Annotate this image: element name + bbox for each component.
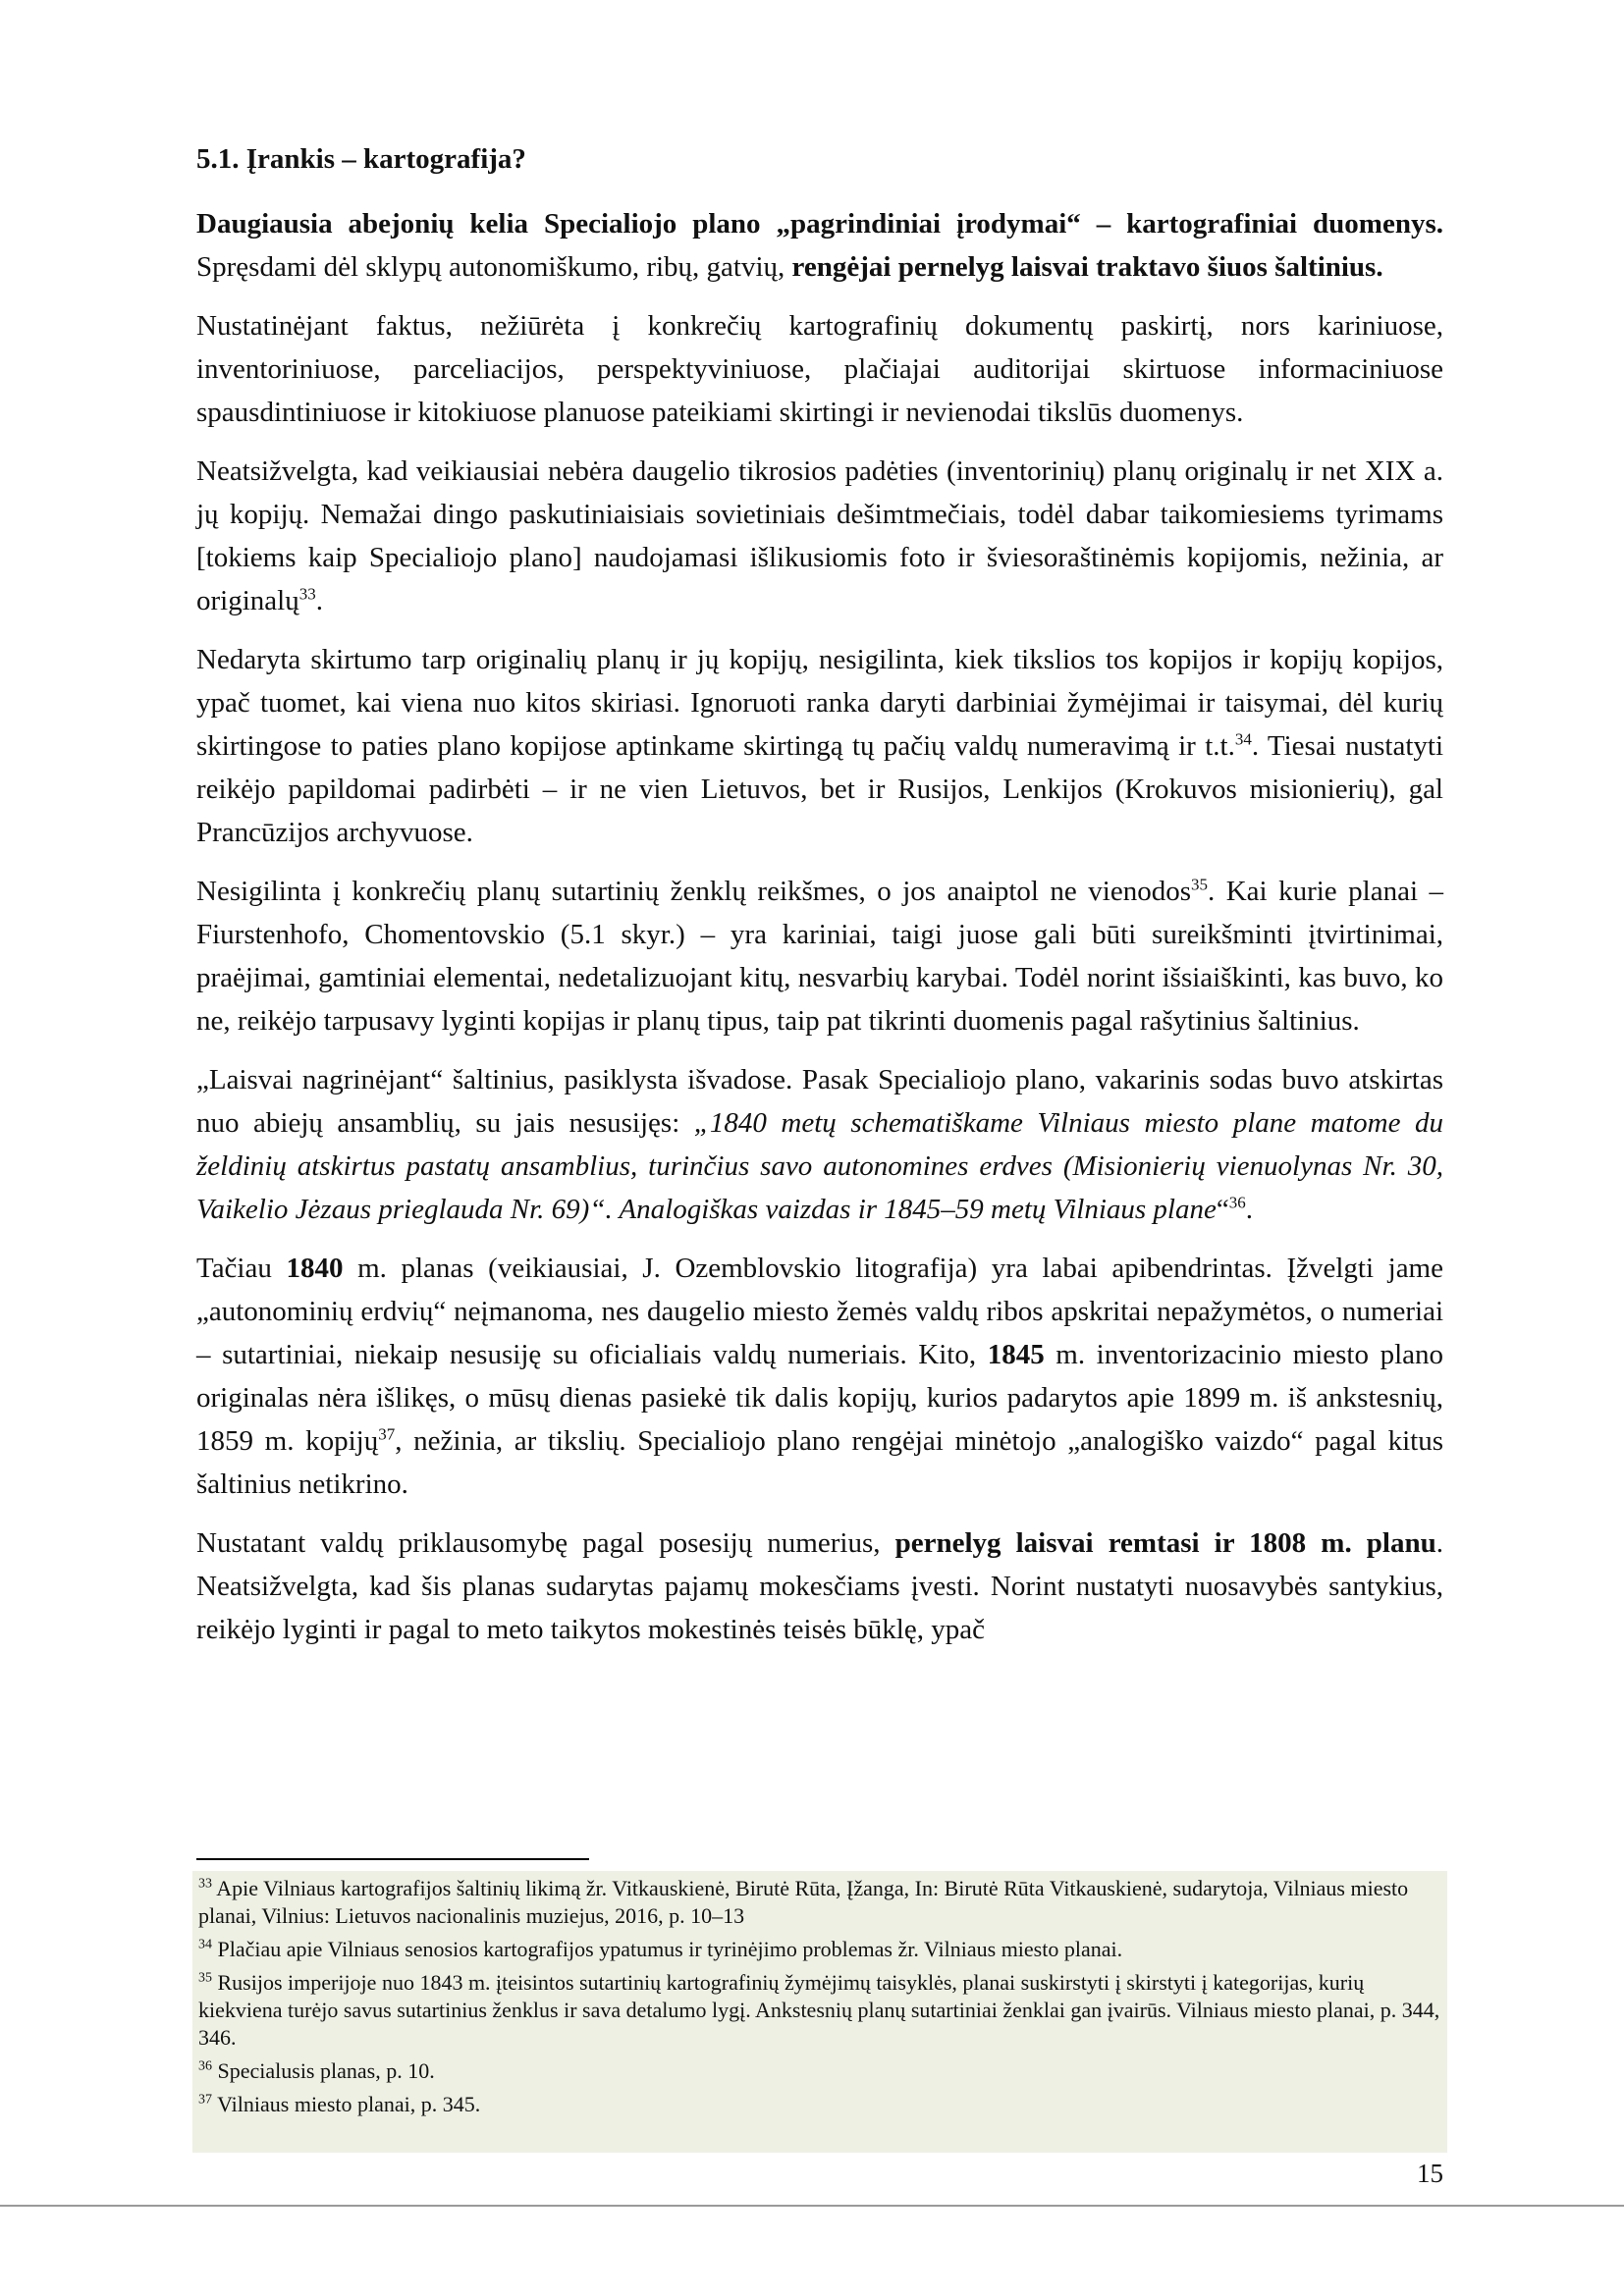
- bold-text: 1840: [286, 1253, 344, 1284]
- footnote-ref[interactable]: 36: [1228, 1193, 1246, 1212]
- footnote-ref[interactable]: 33: [298, 584, 316, 604]
- footnote-ref[interactable]: 34: [1234, 729, 1252, 749]
- text-run: . Neatsižvelgta, kad šis planas sudarytas pajamų mokesčiams įvesti. Norint nustatyti nuosavybės santykius, reikėjo lyginti ir pagal to meto taikytos mokestinės teisės būklę, ypač: [196, 1527, 1443, 1645]
- paragraph-5: [196, 870, 1443, 1042]
- footnote-number: 37: [198, 2092, 212, 2108]
- footnotes-area: [192, 1871, 1447, 2153]
- footnote-ref[interactable]: 37: [378, 1424, 396, 1444]
- footnote-ref[interactable]: 35: [1191, 875, 1208, 894]
- text-run: .: [315, 585, 323, 616]
- paragraph-8: [196, 1522, 1443, 1651]
- paragraph-6: [196, 1058, 1443, 1231]
- footnote-number: 34: [198, 1937, 212, 1952]
- bold-text: rengėjai pernelyg laisvai traktavo šiuos šaltinius.: [791, 251, 1383, 283]
- footnote-text: Vilniaus miesto planai, p. 345.: [212, 2092, 481, 2116]
- text-run: m. planas (veikiausiai, J. Ozemblovskio litografija) yra labai apibendrintas. Įžvelgti jame „autonominių erdvių“ neįmanoma, nes daugelio miesto žemės valdų ribos apskritai nepažymėtos, o numeriai – sutartiniai, niekaip nesusiję su oficialiais valdų numeriais. Kito,: [196, 1253, 1443, 1370]
- footnote: [198, 1936, 1441, 1963]
- footnote: [198, 2091, 1441, 2118]
- text-run: Neatsižvelgta, kad veikiausiai nebėra daugelio tikrosios padėties (inventorinių) planų originalų ir net XIX a. jų kopijų. Nemažai dingo paskutiniaisiais sovietiniais dešimtmečiais, todėl dabar taikomiesiems tyrimams [tokiems kaip Specialiojo plano] naudojamasi išlikusiomis foto ir šviesoraštinėmis kopijomis, nežinia, ar originalų: [196, 455, 1443, 616]
- footnote-separator: [196, 1858, 589, 1860]
- text-run: , nežinia, ar tikslių. Specialiojo plano rengėjai minėtojo „analogiško vaizdo“ pagal kitus šaltinius netikrino.: [196, 1425, 1444, 1500]
- text-run: “: [1216, 1194, 1229, 1225]
- paragraph-2: Nustatinėjant faktus, nežiūrėta į konkrečių kartografinių dokumentų paskirtį, nors kariniuose, inventoriniuose, parceliacijos, perspektyviniuose, plačiajai auditorijai skirtuose informaciniuose spausdintiniuose ir kitokiuose planuose pateikiami skirtingi ir nevienodai tikslūs duomenys.: [196, 310, 1443, 428]
- text-run: Nesigilinta į konkrečių planų sutartinių ženklų reikšmes, o jos anaiptol ne vienodos: [196, 876, 1191, 907]
- text-run: Tačiau: [196, 1253, 287, 1284]
- text-run: m. inventorizacinio miesto plano originalas nėra išlikęs, o mūsų dienas pasiekė tik dalis kopijų, kurios padarytos apie 1899 m. iš ankstesnių, 1859 m. kopijų: [196, 1339, 1443, 1457]
- bold-text: pernelyg laisvai remtasi ir 1808 m. planu: [894, 1527, 1436, 1559]
- footnote-text: Specialusis planas, p. 10.: [212, 2058, 435, 2083]
- footnote-text: Plačiau apie Vilniaus senosios kartografijos ypatumus ir tyrinėjimo problemas žr. Vilniaus miesto planai.: [212, 1937, 1123, 1961]
- footnote-number: 33: [198, 1876, 212, 1892]
- text-run: . Tiesai nustatyti reikėjo papildomai padirbėti – ir ne vien Lietuvos, bet ir Rusijos, Lenkijos (Krokuvos misionierių), gal Prancūzijos archyvuose.: [196, 730, 1443, 848]
- footnote: [198, 1969, 1441, 2052]
- text-run: . Kai kurie planai – Fiurstenhofo, Chomentovskio (5.1 skyr.) – yra kariniai, taigi juose gali būti sureikšminti įtvirtinimai, praėjimai, gamtiniai elementai, nedetalizuojant kitų, nesvarbių karybai. Todėl norint išsiaiškinti, kas buvo, ko ne, reikėjo tarpusavy lyginti kopijas ir planų tipus, taip pat tikrinti duomenis pagal rašytinius šaltinius.: [196, 876, 1443, 1037]
- text-run: .: [1245, 1194, 1253, 1225]
- paragraph-4: [196, 638, 1443, 854]
- section-heading: 5.1. Įrankis – kartografija?: [196, 143, 526, 175]
- text-run: „Laisvai nagrinėjant“ šaltinius, pasiklysta išvadose. Pasak Specialiojo plano, vakarinis sodas buvo atskirtas nuo abiejų ansamblių, su jais nesusijęs:: [196, 1064, 1443, 1139]
- footnote-text: Rusijos imperijoje nuo 1843 m. įteisintos sutartinių kartografinių žymėjimų taisyklės, planai suskirstyti į skirstyti į kategorijas, kurių kiekviena turėjo savus sutartinius ženklus ir sava detalumo lygį. Ankstesnių planų sutartiniai ženklai gan įvairūs. Vilniaus miesto planai, p. 344, 346.: [198, 1970, 1440, 2050]
- footnote-number: 35: [198, 1970, 212, 1986]
- footnote-text: Apie Vilniaus kartografijos šaltinių likimą žr. Vitkauskienė, Birutė Rūta, Įžanga, In: Birutė Rūta Vitkauskienė, sudarytoja, Vilniaus miesto planai, Vilnius: Lietuvos nacionalinis muziejus, 2016, p. 10–13: [198, 1876, 1409, 1928]
- text-run: Spręsdami dėl sklypų autonomiškumo, ribų, gatvių,: [196, 251, 792, 283]
- page-bottom-border: [0, 2205, 1624, 2207]
- paragraph-1: [196, 202, 1443, 289]
- bold-text: Daugiausia abejonių kelia Specialiojo plano „pagrindiniai įrodymai“ – kartografiniai duomenys.: [196, 208, 1443, 240]
- paragraph-3: [196, 450, 1443, 622]
- italic-quote: „1840 metų schematiškame Vilniaus miesto plane matome du želdinių atskirtus pastatų ansamblius, turinčius savo autonomines erdves (Misionierių vienuolynas Nr. 30, Vaikelio Jėzaus prieglauda Nr. 69)“. Analogiškas vaizdas ir 1845–59 metų Vilniaus plane: [196, 1107, 1443, 1225]
- footnote: [198, 2057, 1441, 2085]
- page-number: 15: [1417, 2159, 1443, 2188]
- paragraph-7: [196, 1247, 1443, 1506]
- footnote: [198, 1875, 1441, 1930]
- footnote-number: 36: [198, 2058, 212, 2074]
- bold-text: 1845: [987, 1339, 1045, 1370]
- main-text: [196, 137, 1443, 1667]
- text-run: Nedaryta skirtumo tarp originalių planų ir jų kopijų, nesigilinta, kiek tikslios tos kopijos ir kopijų kopijos, ypač tuomet, kai viena nuo kitos skiriasi. Ignoruoti ranka daryti darbiniai žymėjimai ir taisymai, dėl kurių skirtingose to paties plano kopijose aptinkame skirtingą tų pačių valdų numeravimą ir t.t.: [196, 644, 1443, 762]
- text-run: Nustatant valdų priklausomybę pagal posesijų numerius,: [196, 1527, 895, 1559]
